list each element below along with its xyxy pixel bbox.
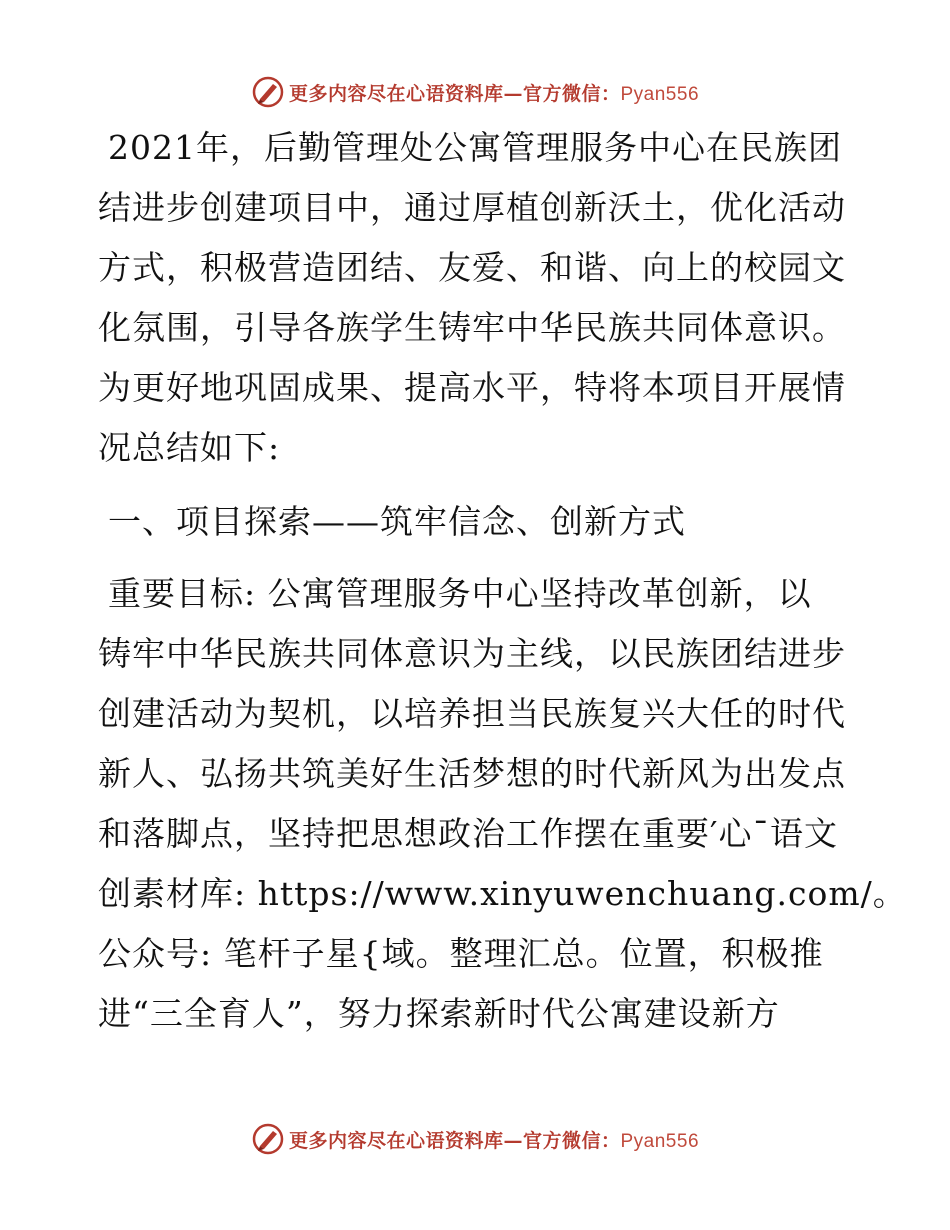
text-line: 创素材库: https://www.xinyuwenchuang.com/。 [98, 874, 907, 913]
text-line: 创建活动为契机，以培养担当民族复兴大任的时代 [98, 694, 846, 733]
banner-wechat-id: Pyan556 [620, 1130, 700, 1152]
banner-wechat-id: Pyan556 [620, 83, 700, 105]
text-line: 为更好地巩固成果、提高水平，特将本项目开展情 [98, 368, 846, 407]
pen-logo-icon [251, 75, 285, 109]
text-line: 方式，积极营造团结、友爱、和谐、向上的校园文 [98, 248, 846, 287]
text-line: 重要目标: 公寓管理服务中心坚持改革创新，以 [108, 574, 812, 613]
paragraph-intro [98, 118, 858, 478]
text-line: 化氛围，引导各族学生铸牢中华民族共同体意识。 [98, 308, 846, 347]
document-body [98, 118, 907, 1044]
pen-logo-icon [251, 1122, 285, 1156]
banner-text: 更多内容尽在心语资料库—官方微信：Pyan556 [288, 82, 700, 105]
text-line: 况总结如下: [98, 428, 281, 467]
text-line: 进“三全育人”，努力探索新时代公寓建设新方 [98, 994, 780, 1033]
text-line: 新人、弘扬共筑美好生活梦想的时代新风为出发点 [98, 754, 846, 793]
text-line: 结进步创建项目中，通过厚植创新沃土，优化活动 [98, 188, 846, 227]
banner-text: 更多内容尽在心语资料库—官方微信：Pyan556 [288, 1129, 700, 1152]
text-line: 和落脚点，坚持把思想政治工作摆在重要′心¯语文 [98, 814, 838, 853]
text-line: 2021年，后勤管理处公寓管理服务中心在民族团 [108, 128, 842, 167]
text-line: 公众号: 笔杆子星{域。整理汇总。位置，积极推 [98, 934, 824, 973]
footer-banner [0, 1117, 950, 1161]
section-heading: 一、项目探索——筑牢信念、创新方式 [108, 502, 686, 541]
text-line: 铸牢中华民族共同体意识为主线，以民族团结进步 [98, 634, 846, 673]
paragraph-goals [98, 564, 907, 1044]
header-banner [0, 70, 950, 114]
